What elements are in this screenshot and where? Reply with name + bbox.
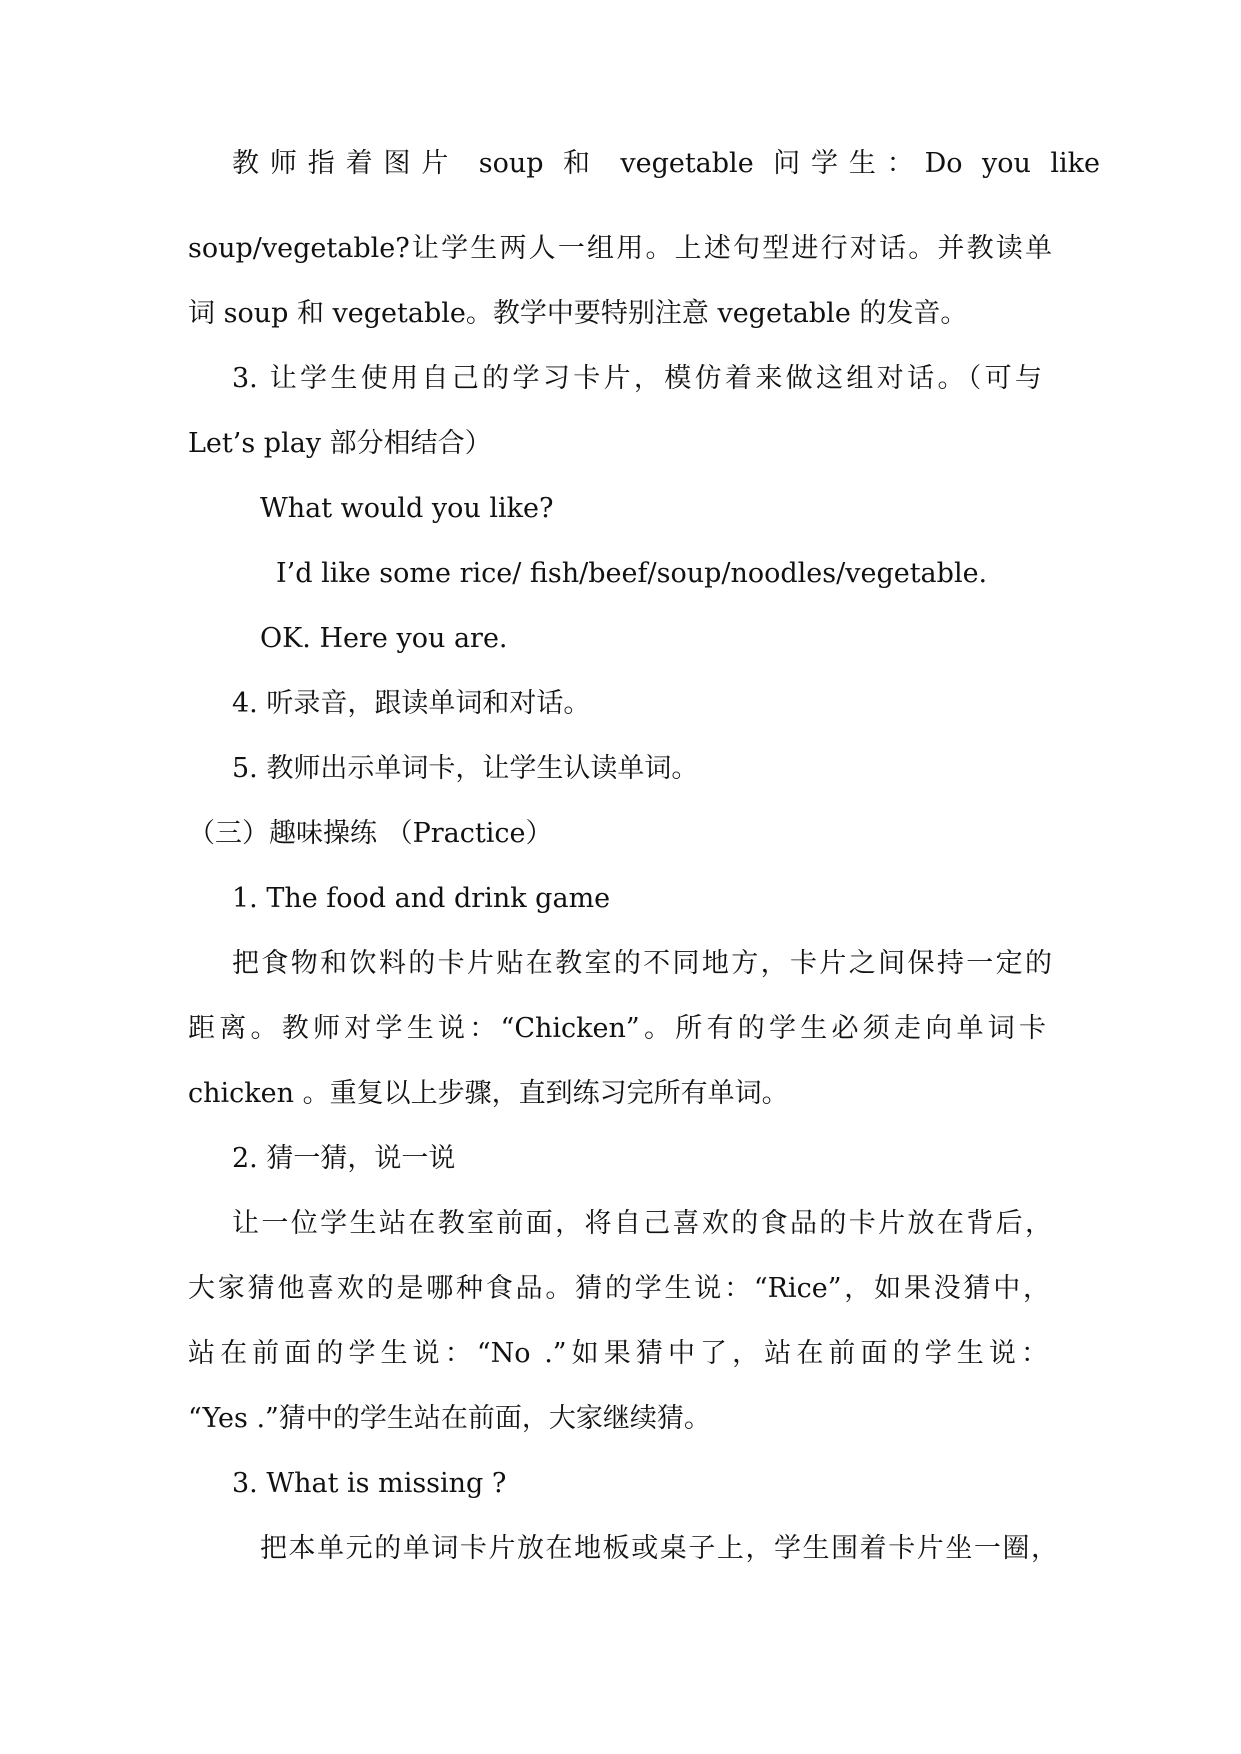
- text-line-1: 教师指着图片 soup 和 vegetable 问学生：Do you like: [232, 148, 1100, 179]
- text-line-9: 4. 听录音，跟读单词和对话。: [232, 688, 591, 719]
- section-heading-practice: （三）趣味操练 （Practice）: [188, 818, 553, 849]
- text-line-12: 1. The food and drink game: [232, 883, 611, 914]
- text-line-21: 3. What is missing ?: [232, 1468, 507, 1499]
- text-line-6: What would you like?: [260, 493, 554, 524]
- text-line-4: 3. 让学生使用自己的学习卡片，模仿着来做这组对话。（可与: [232, 363, 1042, 394]
- text-line-10: 5. 教师出示单词卡，让学生认读单词。: [232, 753, 699, 784]
- text-line-13: 把食物和饮料的卡片贴在教室的不同地方，卡片之间保持一定的: [232, 948, 1052, 979]
- text-line-7: I’d like some rice/ fish/beef/soup/noodles/vegetable.: [276, 558, 988, 589]
- text-line-22: 把本单元的单词卡片放在地板或桌子上，学生围着卡片坐一圈，: [260, 1533, 1058, 1564]
- text-line-3: 词 soup 和 vegetable。教学中要特别注意 vegetable 的发音。: [188, 298, 968, 329]
- text-line-16: 2. 猜一猜，说一说: [232, 1143, 456, 1174]
- text-line-8: OK. Here you are.: [260, 623, 508, 654]
- text-line-5: Let’s play 部分相结合）: [188, 428, 492, 459]
- text-line-14: 距离。教师对学生说：“Chicken”。所有的学生必须走向单词卡: [188, 1013, 1046, 1044]
- text-line-18: 大家猜他喜欢的是哪种食品。猜的学生说：“Rice”，如果没猜中，: [188, 1273, 1050, 1304]
- text-line-2: soup/vegetable?让学生两人一组用。上述句型进行对话。并教读单: [188, 233, 1052, 264]
- text-line-20: “Yes .”猜中的学生站在前面，大家继续猜。: [188, 1403, 711, 1434]
- text-line-15: chicken 。重复以上步骤，直到练习完所有单词。: [188, 1078, 789, 1109]
- text-line-19: 站在前面的学生说：“No .”如果猜中了，站在前面的学生说：: [188, 1338, 1048, 1369]
- text-line-17: 让一位学生站在教室前面，将自己喜欢的食品的卡片放在背后，: [232, 1208, 1052, 1239]
